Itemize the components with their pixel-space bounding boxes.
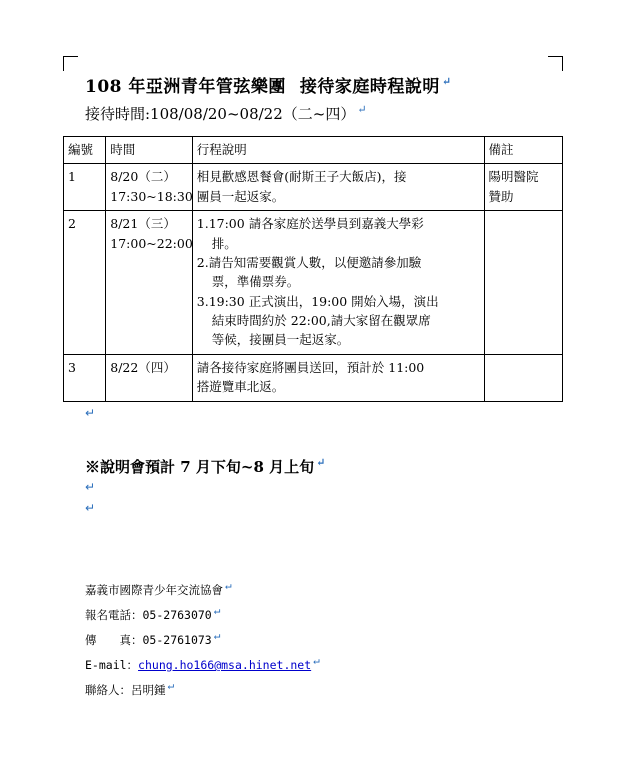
paragraph-mark-icon: ↵ xyxy=(85,405,96,420)
contact-block xyxy=(85,576,563,701)
column-header-no: 編號 xyxy=(64,137,106,164)
document-body xyxy=(63,62,563,701)
paragraph-mark-icon: ↵ xyxy=(225,578,232,592)
cell-no: 3 xyxy=(64,354,106,401)
paragraph-mark-icon: ↵ xyxy=(213,603,221,617)
page-title-left: 108 年亞洲青年管弦樂團 xyxy=(85,77,286,97)
contact-person: 聯絡人：呂明鍾 ↵ xyxy=(85,679,175,697)
contact-email-line xyxy=(85,651,563,676)
page-title xyxy=(85,72,563,97)
table-row xyxy=(64,164,563,211)
cell-time: 8/22（四） xyxy=(106,354,193,401)
column-header-description: 行程說明 xyxy=(192,137,484,164)
email-link[interactable]: chung.ho166@msa.hinet.net xyxy=(138,657,312,672)
cell-note xyxy=(484,211,562,355)
subtitle-text: 接待時間:108/08/20~08/22（二~四） xyxy=(85,105,356,123)
paragraph-mark-icon: ↵ xyxy=(316,455,326,469)
blank-paragraph-marks xyxy=(85,477,563,520)
cell-time: 8/21（三） 17:00~22:00 xyxy=(106,211,193,355)
contact-fax: 傳 真：05-2761073 ↵ xyxy=(85,628,221,647)
cell-note: 陽明醫院 贊助 xyxy=(484,164,562,211)
cell-no: 2 xyxy=(64,211,106,355)
paragraph-mark-icon: ↵ xyxy=(441,75,452,89)
cell-note xyxy=(484,354,562,401)
contact-phone: 報名電話：05-2763070 ↵ xyxy=(85,603,221,622)
paragraph-mark-icon: ↵ xyxy=(357,103,367,116)
paragraph-mark-icon: ↵ xyxy=(85,501,96,516)
paragraph-mark-icon: ↵ xyxy=(167,679,175,693)
table-row xyxy=(64,211,563,355)
cell-description: 請各接待家庭將團員送回，預計於 11:00 搭遊覽車北返。 xyxy=(192,354,484,401)
column-header-note: 備註 xyxy=(484,137,562,164)
email-label: E-mail： xyxy=(85,657,139,672)
paragraph-mark-icon: ↵ xyxy=(313,653,320,667)
contact-organization: 嘉義市國際青少年交流協會 ↵ xyxy=(85,578,232,597)
subtitle xyxy=(85,103,563,124)
cell-no: 1 xyxy=(64,164,106,211)
cell-description: 1.17:00 請各家庭於送學員到嘉義大學彩 排。 2.請告知需要觀賞人數，以便邀請參加驗 票，準備票券。 3.19:30 正式演出，19:00 開始入場，演出 結束時間約於 22:00,請大家留在觀眾席 等候，接團員一起返家。 xyxy=(192,211,484,355)
schedule-table xyxy=(63,136,563,402)
footer-note xyxy=(85,456,563,477)
table-header-row xyxy=(64,137,563,164)
footer-note-text: ※說明會預計 7 月下旬~8 月上旬 xyxy=(85,457,315,476)
cell-description: 相見歡感恩餐會(耐斯王子大飯店)，接 團員一起返家。 xyxy=(192,164,484,211)
page-title-right: 接待家庭時程說明 xyxy=(299,77,440,97)
column-header-time: 時間 xyxy=(106,137,193,164)
paragraph-mark-icon: ↵ xyxy=(213,628,221,642)
table-row xyxy=(64,354,563,401)
cell-time: 8/20（二） 17:30~18:30 xyxy=(106,164,193,211)
paragraph-mark-icon: ↵ xyxy=(85,479,96,494)
